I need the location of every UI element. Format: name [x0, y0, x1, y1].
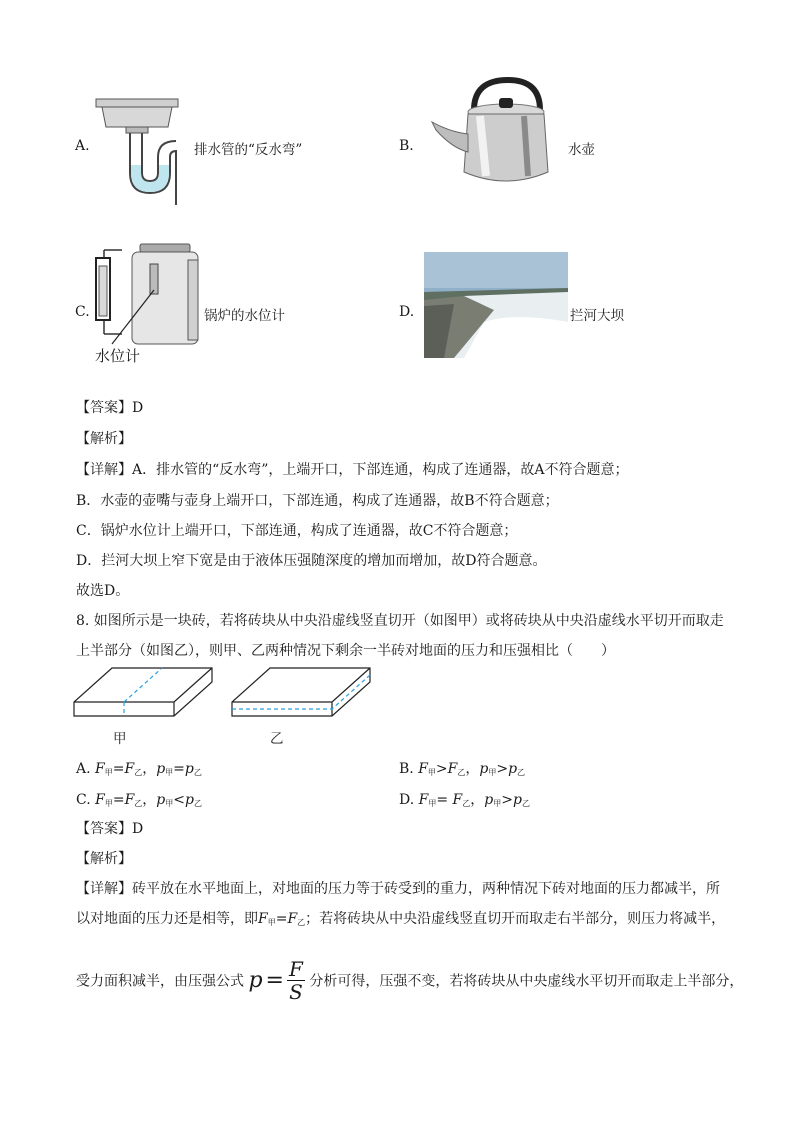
f-symbol: F	[95, 792, 105, 808]
rel: = F	[436, 792, 463, 808]
sub-yi: 乙	[134, 799, 143, 808]
rel: =p	[173, 761, 194, 777]
q7-answer-line	[76, 397, 143, 417]
detail-tag: 【详解】	[76, 881, 132, 897]
q8-detail-2	[76, 908, 725, 928]
q8-analysis-tag: 【解析】	[76, 851, 132, 867]
f-symbol: F	[418, 792, 429, 808]
sub-yi: 乙	[134, 768, 143, 777]
dam-photo	[424, 252, 568, 358]
option-d-caption: 拦河大坝	[570, 308, 624, 324]
p-symbol: p	[156, 792, 166, 808]
kettle-image	[428, 72, 553, 192]
option-b-caption: 水壶	[568, 142, 595, 158]
drain-trap-image	[92, 95, 182, 210]
pressure-formula	[287, 958, 305, 1003]
option-d-label: D.	[399, 304, 415, 320]
q7-detail-b: B．水壶的壶嘴与壶身上端开口，下部连通，构成了连通器，故B不符合题意；	[76, 493, 559, 509]
sub-yi: 乙	[297, 918, 306, 927]
q8-option-b-label: B.	[399, 761, 414, 777]
q7-detail-a	[76, 459, 629, 479]
option-c-label: C.	[75, 304, 90, 320]
p-symbol: p	[156, 761, 166, 777]
detail-text-2b: ；若将砖块从中央沿虚线竖直切开而取走右半部分，则压力将减半，	[305, 911, 726, 927]
sub-yi: 乙	[193, 768, 202, 777]
q8-option-d	[399, 789, 530, 809]
rel: >p	[496, 761, 518, 777]
detail-text-a: A．排水管的“反水弯”，上端开口，下部连通，构成了连通器，故A不符合题意；	[132, 462, 629, 478]
rel: <p	[173, 792, 194, 808]
f-symbol: F	[418, 761, 428, 777]
sub-yi: 乙	[517, 768, 526, 777]
detail-text-3b: 分析可得，压强不变，若将砖块从中央虚线水平切开而取走上半部分，	[309, 973, 744, 990]
fig-b-label: 乙	[270, 731, 284, 747]
q8-detail-1	[76, 878, 720, 898]
f-symbol: F	[258, 911, 268, 927]
option-c-sublabel: 水位计	[95, 347, 141, 365]
q8-answer-line	[76, 818, 143, 838]
formula-numerator: F	[288, 957, 303, 981]
q8-option-d-label: D.	[399, 792, 415, 808]
comma: ，	[142, 761, 157, 777]
answer-value: D	[132, 400, 144, 416]
rel: =F	[275, 911, 298, 927]
detail-text-2a: 以对地面的压力还是相等，即	[76, 911, 258, 927]
comma: ，	[142, 792, 157, 808]
q8-option-a-label: A.	[76, 761, 91, 777]
sub-jia: 甲	[104, 768, 113, 777]
sub-jia: 甲	[493, 799, 502, 808]
option-a-caption: 排水管的“反水弯”	[194, 142, 303, 158]
rel: >p	[501, 792, 522, 808]
q8-option-c-label: C.	[76, 792, 91, 808]
q8-detail-3	[76, 958, 743, 1003]
sub-yi: 乙	[457, 768, 466, 777]
sub-jia: 甲	[427, 768, 436, 777]
fig-a-label: 甲	[113, 731, 127, 747]
q7-analysis-tag: 【解析】	[76, 431, 132, 447]
rel: =F	[112, 761, 135, 777]
q7-detail-d: D．拦河大坝上窄下宽是由于液体压强随深度的增加而增加，故D符合题意。	[76, 553, 547, 569]
boiler-gauge-image	[92, 240, 204, 350]
brick-figure-b	[230, 664, 372, 720]
option-c-caption: 锅炉的水位计	[204, 308, 285, 324]
f-symbol: F	[95, 761, 105, 777]
q8-option-b	[399, 758, 525, 778]
rel: >F	[435, 761, 458, 777]
answer-value: D	[132, 821, 144, 837]
sub-jia: 甲	[428, 799, 437, 808]
rel: =F	[112, 792, 135, 808]
q8-option-c	[76, 789, 202, 809]
formula-lhs: p	[248, 968, 263, 993]
formula-denominator: S	[289, 980, 303, 1004]
comma: ，	[470, 792, 485, 808]
p-symbol: p	[484, 792, 494, 808]
p-symbol: p	[479, 761, 489, 777]
detail-text-3a: 受力面积减半，由压强公式	[76, 973, 244, 990]
brick-figure-a	[72, 664, 214, 720]
option-b-label: B.	[399, 138, 414, 154]
formula-eq: =	[265, 968, 284, 993]
answer-tag: 【答案】	[76, 821, 132, 837]
q8-stem-line2: 上半部分（如图乙），则甲、乙两种情况下剩余一半砖对地面的压力和压强相比（ ）	[76, 643, 615, 659]
answer-tag: 【答案】	[76, 400, 132, 416]
detail-tag: 【详解】	[76, 462, 132, 478]
q7-conclusion: 故选D。	[76, 583, 130, 599]
q8-option-a	[76, 758, 202, 778]
sub-yi: 乙	[193, 799, 202, 808]
sub-yi: 乙	[521, 799, 530, 808]
sub-jia: 甲	[267, 918, 276, 927]
sub-jia: 甲	[165, 799, 174, 808]
option-a-label: A.	[75, 138, 90, 154]
q8-stem-line1: 8. 如图所示是一块砖，若将砖块从中央沿虚线竖直切开（如图甲）或将砖块从中央沿虚线水平切开而取走	[76, 613, 724, 629]
sub-jia: 甲	[104, 799, 113, 808]
sub-jia: 甲	[165, 768, 174, 777]
sub-yi: 乙	[462, 799, 471, 808]
comma: ，	[465, 761, 480, 777]
sub-jia: 甲	[488, 768, 497, 777]
detail-text-1: 砖平放在水平地面上，对地面的压力等于砖受到的重力，两种情况下砖对地面的压力都减半，所	[132, 881, 720, 897]
q7-detail-c: C．锅炉水位计上端开口，下部连通，构成了连通器，故C不符合题意；	[76, 523, 518, 539]
